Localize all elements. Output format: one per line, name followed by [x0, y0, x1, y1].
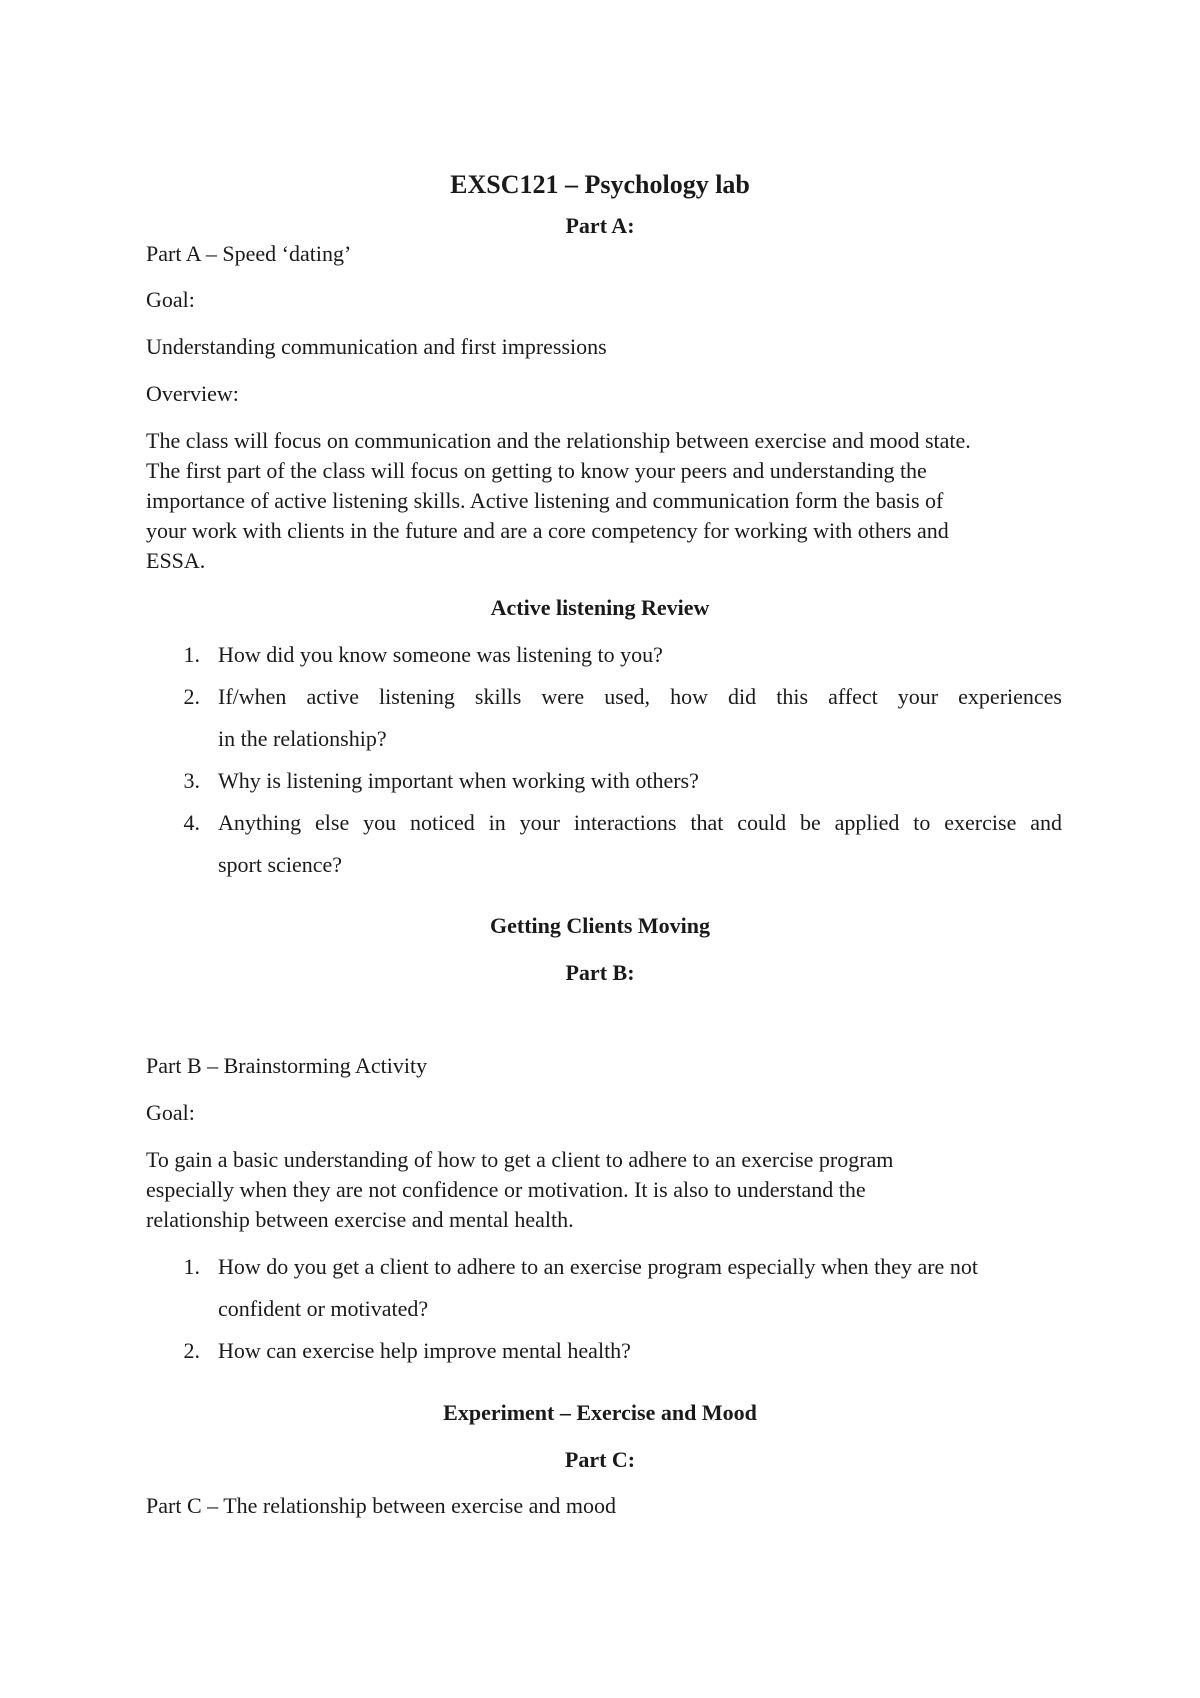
- list-item: Anything else you noticed in your interactions that could be applied to exercise and: [218, 810, 1062, 835]
- active-listening-review-heading: Active listening Review: [490, 595, 710, 620]
- part-b-goal-label: Goal:: [146, 1100, 195, 1125]
- list-item: How do you get a client to adhere to an exercise program especially when they are not: [218, 1254, 978, 1279]
- overview-line: ESSA.: [146, 548, 206, 573]
- list-number: 4.: [183, 810, 200, 835]
- overview-line: The class will focus on communication and the relationship between exercise and mood state.: [146, 428, 971, 453]
- list-item: How did you know someone was listening to you?: [218, 642, 663, 667]
- part-c-heading: Part C:: [564, 1447, 636, 1472]
- overview-line: The first part of the class will focus on getting to know your peers and understanding the: [146, 458, 927, 483]
- getting-clients-moving-heading: Getting Clients Moving: [490, 913, 710, 938]
- experiment-heading: Experiment – Exercise and Mood: [443, 1400, 757, 1425]
- document-title: EXSC121 – Psychology lab: [450, 170, 750, 199]
- list-item-continuation: in the relationship?: [218, 726, 387, 751]
- list-item-continuation: sport science?: [218, 852, 342, 877]
- list-number: 3.: [183, 768, 200, 793]
- list-item: If/when active listening skills were used, how did this affect your experiences: [218, 684, 1062, 709]
- goal-line: especially when they are not confidence or motivation. It is also to understand the: [146, 1177, 866, 1202]
- part-a-overview-label: Overview:: [146, 381, 239, 406]
- list-item: Why is listening important when working with others?: [218, 768, 699, 793]
- overview-line: your work with clients in the future and are a core competency for working with others and: [146, 518, 949, 543]
- goal-line: relationship between exercise and mental health.: [146, 1207, 574, 1232]
- part-a-subtitle: Part A – Speed ‘dating’: [146, 241, 352, 266]
- list-number: 1.: [183, 1254, 200, 1279]
- list-item-continuation: confident or motivated?: [218, 1296, 429, 1321]
- overview-line: importance of active listening skills. Active listening and communication form the basis of: [146, 488, 944, 513]
- goal-line: To gain a basic understanding of how to get a client to adhere to an exercise program: [146, 1147, 894, 1172]
- list-item: How can exercise help improve mental health?: [218, 1338, 631, 1363]
- part-a-heading: Part A:: [565, 213, 635, 238]
- part-a-goal-text: Understanding communication and first impressions: [146, 334, 607, 359]
- part-a-goal-label: Goal:: [146, 287, 195, 312]
- part-b-subtitle: Part B – Brainstorming Activity: [146, 1053, 428, 1078]
- list-number: 2.: [183, 684, 200, 709]
- list-number: 2.: [183, 1338, 200, 1363]
- part-c-subtitle: Part C – The relationship between exercise and mood: [146, 1493, 617, 1518]
- list-number: 1.: [183, 642, 200, 667]
- part-b-heading: Part B:: [565, 960, 635, 985]
